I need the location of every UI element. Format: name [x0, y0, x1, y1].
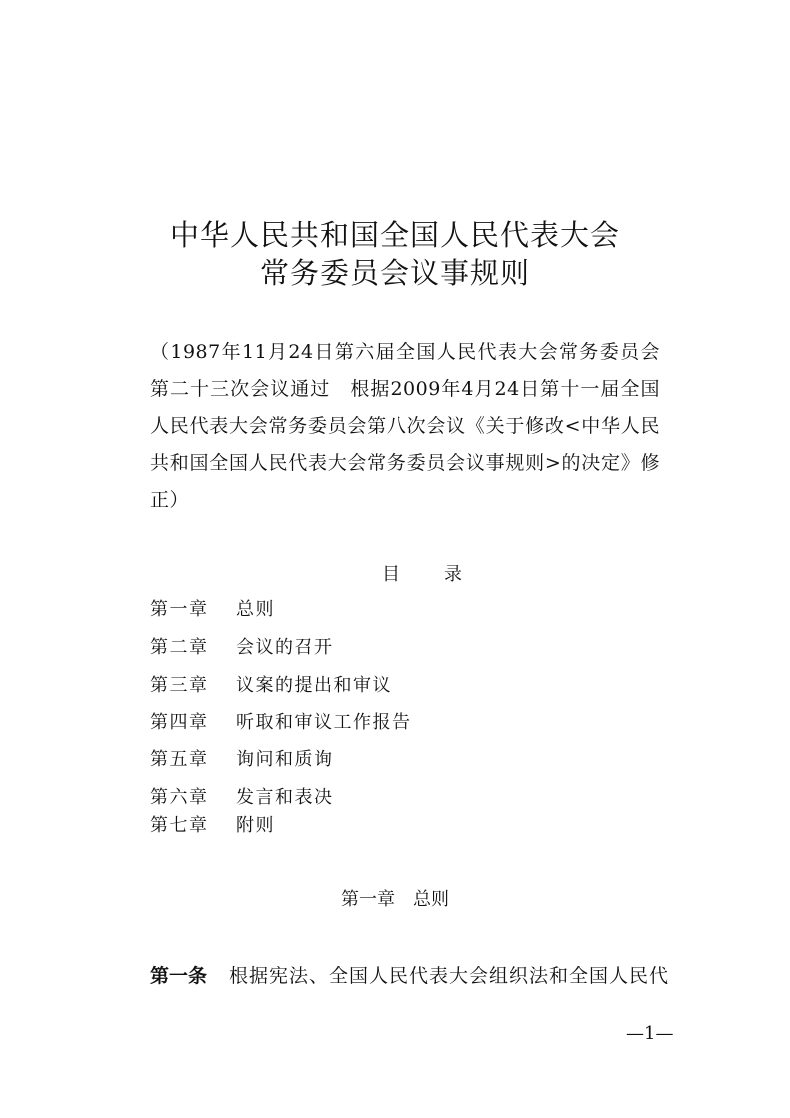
toc-item-chapter-7	[150, 814, 275, 838]
toc-heading	[382, 563, 462, 587]
toc-item-chapter-3	[150, 674, 392, 698]
toc-chapter-title: 议案的提出和审议	[236, 675, 392, 696]
chapter-one-heading	[0, 887, 790, 913]
toc-item-chapter-2	[150, 636, 334, 660]
article-number: 第一条	[150, 965, 208, 987]
toc-chapter-number: 第五章	[150, 749, 209, 770]
toc-chapter-title: 总则	[236, 599, 275, 620]
adoption-note: （1987年11月24日第六届全国人民代表大会常务委员会第二十三次会议通过 根据2009年4月24日第十一届全国人民代表大会常务委员会第八次会议《关于修改<中华人民共和国全国人民代表大会常务委员会议事规则>的决定》修正）	[150, 341, 660, 511]
toc-item-chapter-1	[150, 598, 275, 622]
toc-chapter-number: 第二章	[150, 637, 209, 658]
chapter-number: 第一章	[341, 889, 395, 910]
toc-chapter-number: 第六章	[150, 787, 209, 808]
toc-item-chapter-6	[150, 786, 334, 810]
toc-chapter-number: 第三章	[150, 675, 209, 696]
article-one	[150, 962, 695, 990]
document-title-line-2: 常务委员会议事规则	[259, 256, 530, 290]
page-number: —1—	[626, 1023, 674, 1044]
document-title-line-1: 中华人民共和国全国人民代表大会	[169, 218, 620, 252]
toc-chapter-number: 第四章	[150, 712, 209, 733]
toc-heading-right: 录	[444, 564, 462, 585]
toc-chapter-number: 第七章	[150, 815, 209, 836]
article-text: 根据宪法、全国人民代表大会组织法和全国人民代	[229, 965, 670, 987]
toc-chapter-number: 第一章	[150, 599, 209, 620]
toc-chapter-title: 听取和审议工作报告	[236, 712, 412, 733]
toc-heading-left: 目	[382, 564, 400, 585]
toc-chapter-title: 会议的召开	[236, 637, 334, 658]
toc-chapter-title: 询问和质询	[236, 749, 334, 770]
chapter-title: 总则	[413, 889, 449, 910]
toc-item-chapter-4	[150, 711, 412, 735]
toc-chapter-title: 附则	[236, 815, 275, 836]
toc-item-chapter-5	[150, 748, 334, 772]
toc-chapter-title: 发言和表决	[236, 787, 334, 808]
